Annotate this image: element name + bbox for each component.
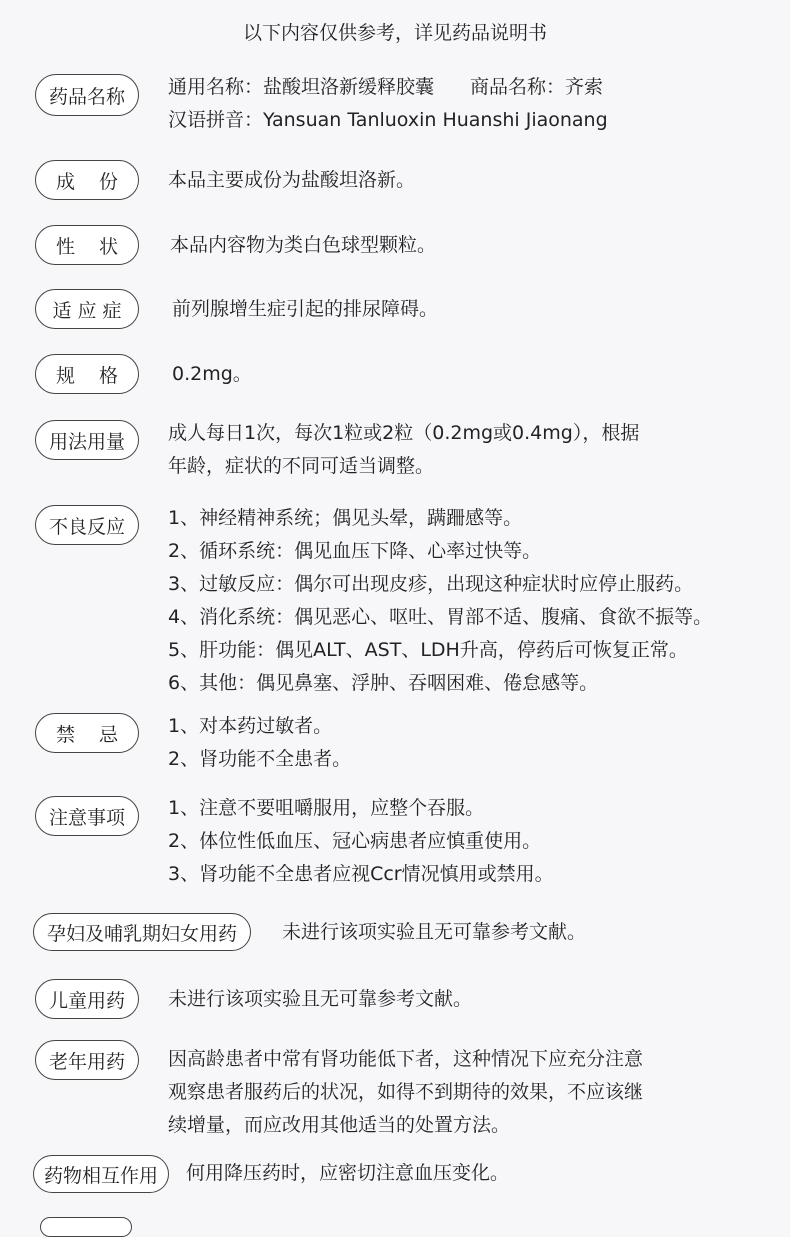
label-interaction: 药物相互作用 bbox=[33, 1155, 169, 1193]
dosage-text bbox=[168, 417, 639, 483]
adverse-line: 3、过敏反应：偶尔可出现皮疹，出现这种症状时应停止服药。 bbox=[168, 573, 694, 595]
label-ingredients-b: 份 bbox=[98, 170, 118, 193]
interaction-text: 何用降压药时，应密切注意血压变化。 bbox=[186, 1162, 510, 1184]
indication-text: 前列腺增生症引起的排尿障碍。 bbox=[172, 298, 439, 320]
pregnancy-text: 未进行该项实验且无可靠参考文献。 bbox=[282, 921, 587, 943]
label-ingredients-a: 成 bbox=[56, 170, 76, 193]
children-text: 未进行该项实验且无可靠参考文献。 bbox=[168, 988, 473, 1010]
label-dosage: 用法用量 bbox=[35, 420, 139, 460]
spec-text: 0.2mg。 bbox=[172, 363, 252, 385]
label-next-partial bbox=[40, 1217, 132, 1237]
precaution-line: 3、肾功能不全患者应视Ccr情况慎用或禁用。 bbox=[168, 863, 554, 885]
adverse-line: 5、肝功能：偶见ALT、AST、LDH升高，停药后可恢复正常。 bbox=[168, 639, 688, 661]
label-character-b: 状 bbox=[98, 235, 118, 258]
label-ingredients bbox=[35, 160, 139, 200]
generic-name: 通用名称：盐酸坦洛新缓释胶囊 bbox=[168, 76, 435, 98]
dosage-line-2: 年龄，症状的不同可适当调整。 bbox=[168, 455, 435, 477]
label-pregnancy: 孕妇及哺乳期妇女用药 bbox=[33, 913, 251, 951]
label-elderly: 老年用药 bbox=[35, 1040, 139, 1080]
adverse-line: 1、神经精神系统；偶见头晕，蹒跚感等。 bbox=[168, 507, 523, 529]
label-character-a: 性 bbox=[56, 235, 76, 258]
precaution-line: 1、注意不要咀嚼服用，应整个吞服。 bbox=[168, 797, 485, 819]
label-precautions: 注意事项 bbox=[35, 796, 139, 836]
adverse-line: 2、循环系统：偶见血压下降、心率过快等。 bbox=[168, 540, 542, 562]
label-contraindications bbox=[35, 713, 139, 753]
label-children: 儿童用药 bbox=[35, 979, 139, 1019]
character-text: 本品内容物为类白色球型颗粒。 bbox=[170, 234, 437, 256]
label-drug-name: 药品名称 bbox=[35, 74, 139, 116]
precaution-line: 2、体位性低血压、冠心病患者应慎重使用。 bbox=[168, 830, 542, 852]
pinyin-name: 汉语拼音：Yansuan Tanluoxin Huanshi Jiaonang bbox=[168, 109, 608, 131]
elderly-text bbox=[168, 1043, 643, 1142]
drug-name-content bbox=[168, 71, 608, 137]
label-spec-a: 规 bbox=[56, 364, 76, 387]
label-contra-b: 忌 bbox=[98, 723, 118, 746]
label-character bbox=[35, 225, 139, 265]
label-indication: 适 应 症 bbox=[35, 289, 139, 329]
label-spec bbox=[35, 354, 139, 394]
label-spec-b: 格 bbox=[98, 364, 118, 387]
contra-text bbox=[168, 710, 351, 776]
contra-line: 1、对本药过敏者。 bbox=[168, 715, 333, 737]
adverse-line: 6、其他：偶见鼻塞、浮肿、吞咽困难、倦怠感等。 bbox=[168, 672, 599, 694]
dosage-line-1: 成人每日1次，每次1粒或2粒（0.2mg或0.4mg），根据 bbox=[168, 422, 640, 444]
ingredients-text: 本品主要成份为盐酸坦洛新。 bbox=[168, 169, 416, 191]
label-adverse-reactions: 不良反应 bbox=[35, 505, 139, 545]
elderly-line: 续增量，而应改用其他适当的处置方法。 bbox=[168, 1114, 511, 1136]
adverse-line: 4、消化系统：偶见恶心、呕吐、胃部不适、腹痛、食欲不振等。 bbox=[168, 606, 713, 628]
adverse-text bbox=[168, 502, 712, 700]
label-contra-a: 禁 bbox=[56, 723, 76, 746]
contra-line: 2、肾功能不全患者。 bbox=[168, 748, 352, 770]
elderly-line: 观察患者服药后的状况，如得不到期待的效果，不应该继 bbox=[168, 1081, 644, 1103]
precautions-text bbox=[168, 792, 554, 891]
trade-name: 商品名称：齐索 bbox=[470, 76, 604, 98]
page-header: 以下内容仅供参考，详见药品说明书 bbox=[242, 22, 547, 44]
elderly-line: 因高龄患者中常有肾功能低下者，这种情况下应充分注意 bbox=[168, 1048, 644, 1070]
